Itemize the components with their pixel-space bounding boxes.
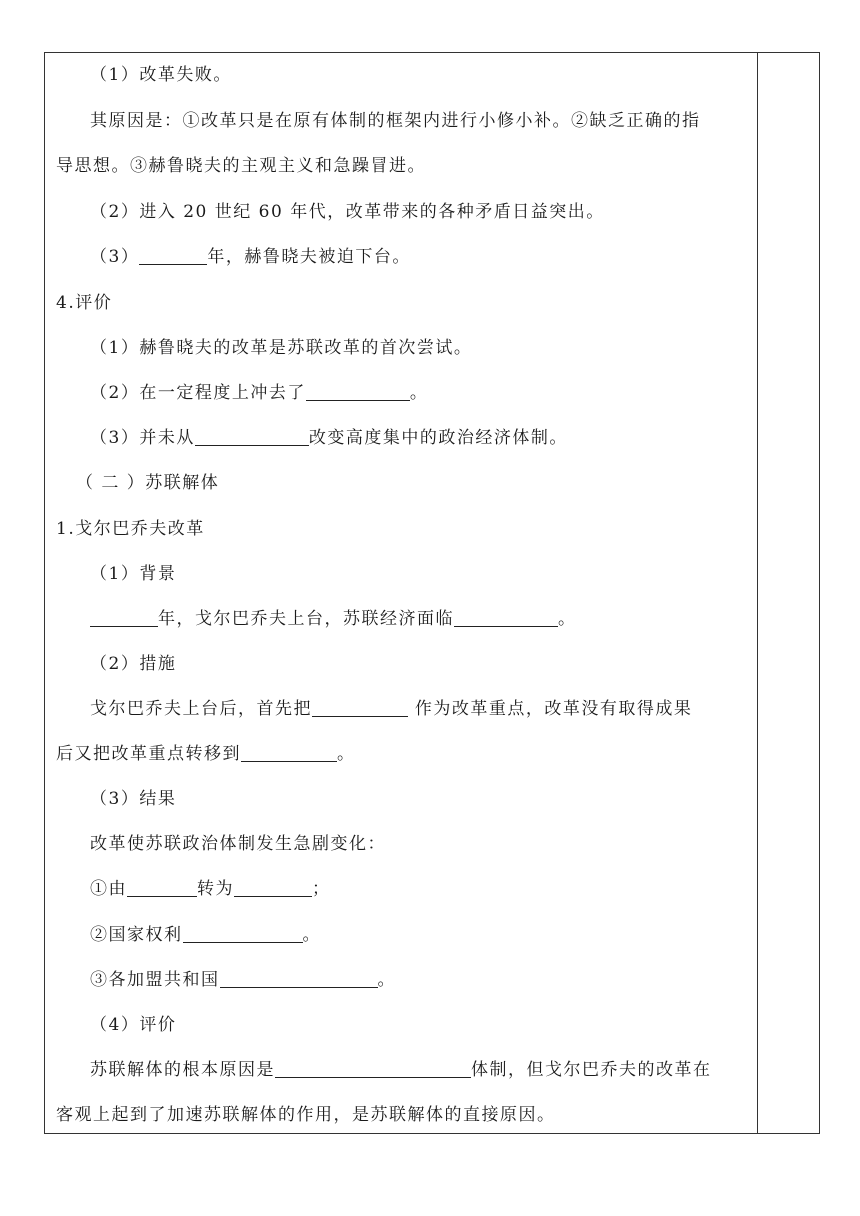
text-segment: 作为改革重点，改革没有取得成果: [408, 699, 693, 719]
text-segment: （ 二 ）苏联解体: [76, 473, 220, 493]
text-segment: 苏联解体的根本原因是: [90, 1060, 275, 1080]
fill-in-blank[interactable]: [127, 880, 197, 897]
text-segment: 体制，但戈尔巴乔夫的改革在: [471, 1060, 712, 1080]
fill-in-blank[interactable]: [90, 610, 158, 627]
text-line-l21: [90, 969, 396, 991]
fill-in-blank[interactable]: [183, 926, 303, 943]
fill-in-blank[interactable]: [454, 610, 558, 627]
text-segment: （1）改革失败。: [90, 65, 232, 85]
text-line-l20: [90, 924, 321, 946]
text-segment: 。: [409, 383, 429, 403]
text-segment: 。: [377, 970, 396, 990]
text-line-l18: [90, 833, 386, 855]
text-segment: （2）措施: [90, 654, 177, 674]
text-segment: ②国家权利: [90, 925, 183, 945]
text-line-l04: [90, 201, 605, 223]
text-line-l05: [90, 246, 411, 268]
text-segment: （4）评价: [90, 1015, 177, 1035]
text-line-l15: [90, 698, 692, 720]
fill-in-blank[interactable]: [275, 1061, 471, 1078]
text-segment: 。: [302, 925, 321, 945]
text-segment: 客观上起到了加速苏联解体的作用，是苏联解体的直接原因。: [56, 1105, 556, 1125]
text-segment: 改变高度集中的政治经济体制。: [308, 428, 568, 448]
text-line-l03: [56, 155, 426, 177]
text-segment: （2）在一定程度上冲去了: [90, 383, 306, 403]
text-line-l01: [90, 64, 232, 86]
text-segment: （1）背景: [90, 564, 177, 584]
fill-in-blank[interactable]: [195, 429, 309, 446]
text-segment: 后又把改革重点转移到: [56, 744, 241, 764]
text-line-l23: [90, 1059, 712, 1081]
text-segment: ③各加盟共和国: [90, 970, 220, 990]
text-segment: 1.戈尔巴乔夫改革: [56, 519, 205, 539]
text-line-l06: [56, 292, 112, 314]
text-segment: 4.评价: [56, 293, 113, 313]
text-line-l08: [90, 382, 428, 404]
text-segment: 年，赫鲁晓夫被迫下台。: [207, 247, 411, 267]
text-segment: （3）: [90, 247, 140, 267]
text-segment: 改革使苏联政治体制发生急剧变化：: [90, 834, 386, 854]
text-segment: 戈尔巴乔夫上台后，首先把: [90, 699, 312, 719]
text-segment: 其原因是：①改革只是在原有体制的框架内进行小修小补。②缺乏正确的指: [90, 111, 701, 131]
text-line-l12: [90, 563, 176, 585]
text-line-l14: [90, 653, 176, 675]
text-line-l16: [56, 743, 356, 765]
text-line-l07: [90, 337, 472, 359]
fill-in-blank[interactable]: [312, 700, 408, 717]
fill-in-blank[interactable]: [220, 971, 378, 988]
text-line-l19: [90, 878, 331, 900]
text-line-l11: [56, 518, 205, 540]
fill-in-blank[interactable]: [139, 248, 207, 265]
text-segment: 转为: [197, 879, 234, 899]
fill-in-blank[interactable]: [306, 384, 410, 401]
text-segment: （3）并未从: [90, 428, 195, 448]
text-line-l13: [90, 608, 577, 630]
text-line-l24: [56, 1104, 556, 1126]
column-divider: [757, 52, 758, 1134]
text-segment: 。: [558, 609, 577, 629]
text-segment: 导思想。③赫鲁晓夫的主观主义和急躁冒进。: [56, 156, 426, 176]
text-segment: 年，戈尔巴乔夫上台，苏联经济面临: [158, 609, 454, 629]
fill-in-blank[interactable]: [241, 745, 337, 762]
text-line-l17: [90, 788, 176, 810]
text-line-l02: [90, 110, 701, 132]
text-segment: （1）赫鲁晓夫的改革是苏联改革的首次尝试。: [90, 338, 473, 358]
text-segment: （3）结果: [90, 789, 177, 809]
fill-in-blank[interactable]: [234, 880, 312, 897]
text-segment: ①由: [90, 879, 127, 899]
text-segment: 。: [337, 744, 356, 764]
text-segment: （2）进入 20 世纪 60 年代，改革带来的各种矛盾日益突出。: [90, 202, 605, 222]
text-segment: ；: [312, 879, 331, 899]
text-line-l09: [90, 427, 568, 449]
text-line-l10: [76, 472, 219, 494]
text-line-l22: [90, 1014, 176, 1036]
